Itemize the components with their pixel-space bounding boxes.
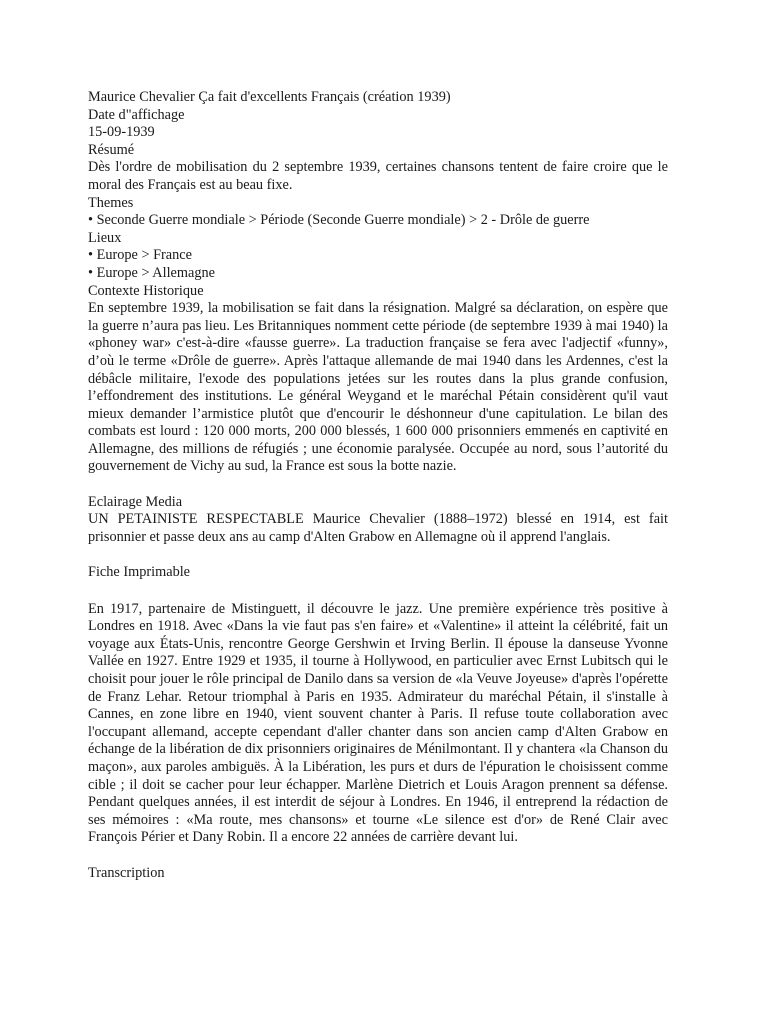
date-value: 15-09-1939: [88, 124, 155, 141]
eclairage-text: UN PETAINISTE RESPECTABLE Maurice Chevalier (1888–1972) blessé en 1914, est fait prisonnier et passe deux ans au camp d'Alten Grabow en Allemagne où il apprend l'anglais.: [88, 511, 668, 545]
resume-label: Résumé: [88, 141, 135, 158]
transcription-label: Transcription: [88, 864, 165, 881]
document-page: [88, 89, 668, 882]
contexte-text: En septembre 1939, la mobilisation se fait dans la résignation. Malgré sa déclaration, on espère que la guerre n’aura pas lieu. Les Britanniques nomment cette période (de septembre 1939 à mai 1940) la «phoney war» c'est-à-dire «fausse guerre». La traduction française se fera avec l'adjectif «funny», d’où le terme «Drôle de guerre». Après l'attaque allemande de mai 1940 dans les Ardennes, c'est la débâcle militaire, l'exode des populations jetées sur les routes dans la plus grande confusion, l’effondrement des institutions. Le général Weygand et le maréchal Pétain considèrent qu'il vaut mieux demander l’armistice plutôt que d'encourir le déshonneur d'une capitulation. Le bilan des combats est lourd : 120 000 morts, 200 000 blessés, 1 600 000 prisonniers emmenés en captivité en Allemagne, des millions de réfugiés ; une économie paralysée. Occupée au nord, sous l’autorité du gouvernement de Vichy au sud, la France est sous la botte nazie.: [88, 300, 668, 475]
document-title: Maurice Chevalier Ça fait d'excellents Français (création 1939): [88, 89, 451, 105]
resume-text: Dès l'ordre de mobilisation du 2 septembre 1939, certaines chansons tentent de faire croire que le moral des Français est au beau fixe.: [88, 159, 668, 193]
lieu-item-allemagne: • Europe > Allemagne: [88, 264, 216, 281]
contexte-label: Contexte Historique: [88, 282, 204, 299]
date-label: Date d"affichage: [88, 106, 185, 123]
spacer: [88, 476, 668, 494]
fiche-text: En 1917, partenaire de Mistinguett, il découvre le jazz. Une première expérience très positive à Londres en 1918. Avec «Dans la vie faut pas s'en faire» et «Valentine» il atteint la célébrité, fait un voyage aux États-Unis, rencontre George Gershwin et Irving Berlin. Il épouse la danseuse Yvonne Vallée en 1927. Entre 1929 et 1935, il tourne à Hollywood, en particulier avec Ernst Lubitsch qui le choisit pour jouer le rôle principal de Danilo dans sa version de «la Veuve Joyeuse» d'après l'opérette de Franz Lehar. Retour triomphal à Paris en 1935. Admirateur du maréchal Pétain, il s'installe à Cannes, en zone libre en 1940, vient souvent chanter à Paris. Il refuse toute collaboration avec l'occupant allemand, accepte cependant d'aller chanter dans son ancien camp d'Alten Grabow en échange de la libération de dix prisonniers originaires de Ménilmontant. Il y chantera «la Chanson du maçon», aux paroles ambiguës. À la Libération, les purs et durs de l'épuration le choisissent comme cible ; il doit se cacher pour leur échapper. Marlène Dietrich et Louis Aragon prennent sa défense. Pendant quelques années, il est interdit de séjour à Londres. En 1946, il entreprend la rédaction de ses mémoires : «Ma route, mes chansons» et tourne «Le silence est d'or» de René Clair avec François Périer et Dany Robin. Il a encore 22 années de carrière devant lui.: [88, 600, 668, 846]
fiche-label: Fiche Imprimable: [88, 564, 191, 581]
spacer: [88, 546, 668, 564]
lieu-item-france: • Europe > France: [88, 247, 192, 264]
spacer: [88, 847, 668, 865]
themes-label: Themes: [88, 194, 134, 211]
eclairage-label: Eclairage Media: [88, 493, 183, 510]
theme-item: • Seconde Guerre mondiale > Période (Seconde Guerre mondiale) > 2 - Drôle de guerre: [88, 212, 590, 229]
spacer: [88, 582, 668, 601]
lieux-label: Lieux: [88, 229, 122, 246]
